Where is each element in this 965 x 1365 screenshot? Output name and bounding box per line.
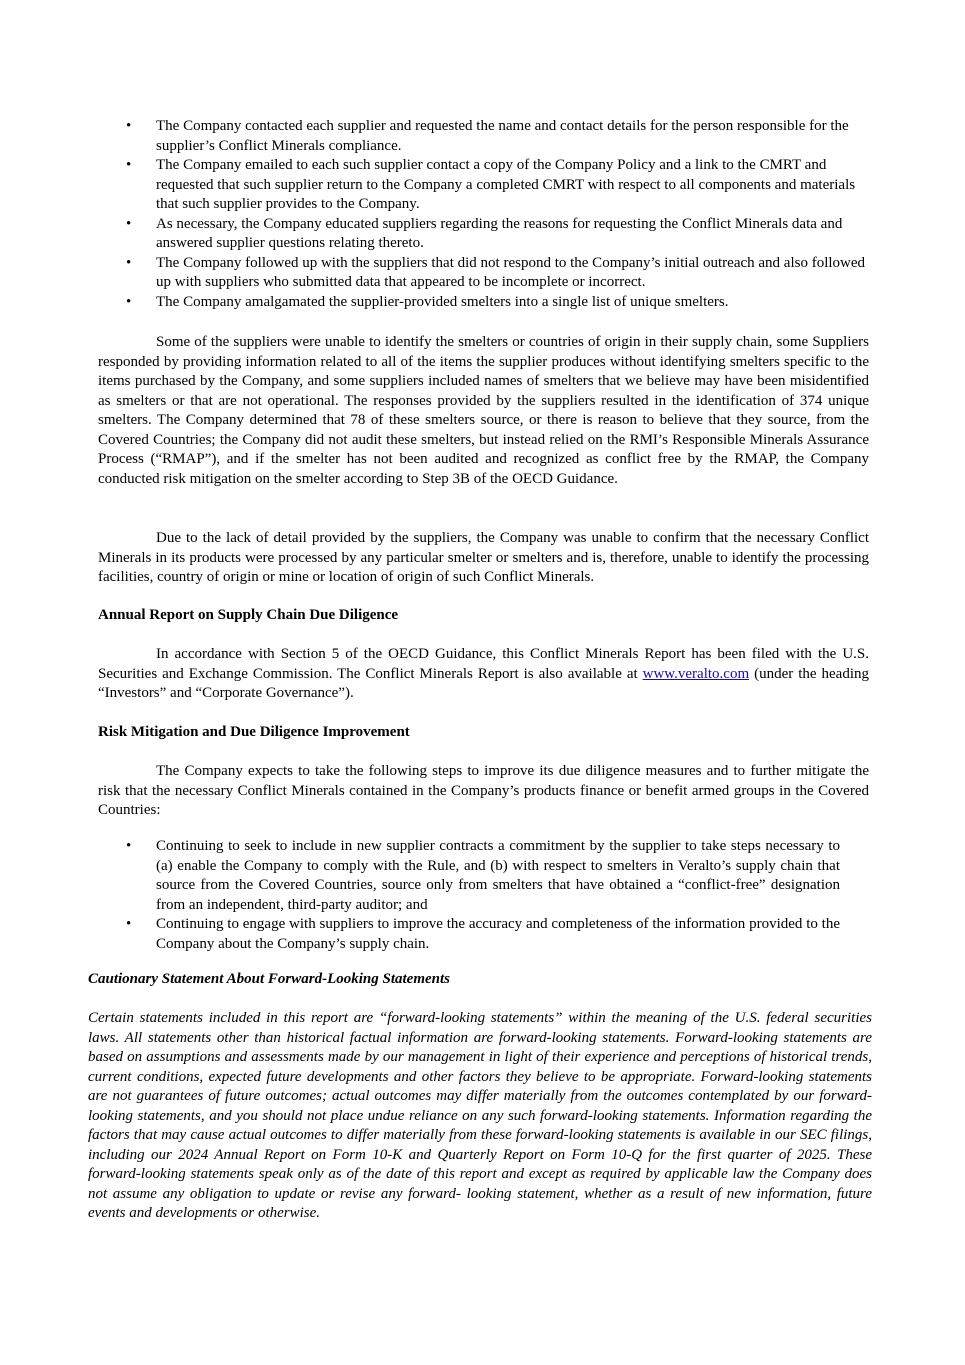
list-item [98, 215, 868, 254]
list-item-text: The Company followed up with the suppliers that did not respond to the Company’s initial outreach and also followed up with suppliers who submitted data that appeared to be incomplete or incorrect. [156, 254, 866, 290]
list-item-text: The Company amalgamated the supplier-provided smelters into a single list of unique smelters. [156, 293, 729, 310]
bullet-icon: • [126, 916, 132, 932]
list-item-text: As necessary, the Company educated suppliers regarding the reasons for requesting the Conflict Minerals data and answered supplier questions relating thereto. [156, 215, 843, 251]
list-item [98, 915, 840, 954]
bullet-icon: • [126, 118, 132, 134]
cautionary-statement-heading: Cautionary Statement About Forward-Looking Statements [88, 971, 451, 987]
risk-mitigation-paragraph [98, 762, 869, 821]
smelters-paragraph-text: Some of the suppliers were unable to identify the smelters or countries of origin in their supply chain, some Suppliers responded by providing information related to all of the items the supplier produces without identifying smelters specific to the items purchased by the Company, and some suppliers included names of smelters that we believe may have been misidentified as smelters or that are not operational. The responses provided by the suppliers resulted in the identification of 374 unique smelters. The Company determined that 78 of these smelters source, or there is reason to believe that they source, from the Covered Countries; the Company did not audit these smelters, but instead relied on the RMI’s Responsible Minerals Assurance Process (“RMAP”), and if the smelter has not been audited and recognized as conflict free by the RMAP, the Company conducted risk mitigation on the smelter according to Step 3B of the OECD Guidance. [98, 334, 869, 487]
risk-paragraph-text: The Company expects to take the following steps to improve its due diligence measures and to further mitigate the risk that the necessary Conflict Minerals contained in the Company’s products finance or benefit armed groups in the Covered Countries: [98, 763, 869, 818]
bullet-icon: • [126, 157, 132, 173]
bullet-icon: • [126, 293, 132, 310]
annual-report-paragraph [98, 645, 869, 704]
bullet-icon: • [126, 838, 132, 854]
list-item-text: The Company emailed to each such supplier contact a copy of the Company Policy and a link to the CMRT and requested that such supplier return to the Company a completed CMRT with respect to all components and materials that such supplier provides to the Company. [156, 157, 856, 212]
veralto-website-link[interactable]: www.veralto.com [642, 665, 750, 682]
list-item-text: Continuing to seek to include in new supplier contracts a commitment by the supplier to take steps necessary to (a) enable the Company to comply with the Rule, and (b) with respect to smelters in Veralto’s supply chain that source from the Covered Countries, source only from smelters that have obtained a “conflict-free” designation from an independent, third-party auditor; and [156, 838, 840, 913]
list-item [98, 117, 868, 156]
risk-mitigation-heading: Risk Mitigation and Due Diligence Improvement [98, 724, 410, 740]
list-item [98, 293, 868, 313]
supplier-outreach-list [98, 117, 868, 312]
detail-paragraph-text: Due to the lack of detail provided by the suppliers, the Company was unable to confirm that the necessary Conflict Minerals in its products were processed by any particular smelter or smelters and is, therefore, unable to identify the processing facilities, country of origin or mine or location of origin of such Conflict Minerals. [98, 530, 869, 585]
list-item-text: The Company contacted each supplier and requested the name and contact details for the person responsible for the supplier’s Conflict Minerals compliance. [156, 118, 849, 154]
list-item [98, 837, 840, 915]
detail-paragraph [98, 529, 869, 588]
bullet-icon: • [126, 215, 132, 232]
risk-steps-list [98, 837, 840, 954]
list-item-text: Continuing to engage with suppliers to improve the accuracy and completeness of the information provided to the Company about the Company’s supply chain. [156, 916, 840, 952]
annual-paragraph-text: In accordance with Section 5 of the OECD Guidance, this Conflict Minerals Report has been filed with the U.S. Securities and Exchange Commission. The Conflict Minerals Report is also available at [98, 646, 869, 682]
annual-paragraph-text-end: (under the heading “Investors” and “Corporate Governance”). [98, 665, 869, 701]
list-item [98, 156, 868, 215]
cautionary-statement-paragraph: Certain statements included in this report are “forward-looking statements” within the meaning of the U.S. federal securities laws. All statements other than historical factual information are forward-looking statements. Forward-looking statements are based on assumptions and assessments made by our management in light of their experience and perceptions of historical trends, current conditions, expected future developments and other factors they believe to be appropriate. Forward-looking statements are not guarantees of future outcomes; actual outcomes may differ materially from the outcomes contemplated by our forward-looking statements, and you should not place undue reliance on any such forward-looking statements. Information regarding the factors that may cause actual outcomes to differ materially from these forward-looking statements is available in our SEC filings, including our 2024 Annual Report on Form 10-K and Quarterly Report on Form 10-Q for the first quarter of 2025. These forward-looking statements speak only as of the date of this report and except as required by applicable law the Company does not assume any obligation to update or revise any forward- looking statement, whether as a result of new information, future events and developments or otherwise. [88, 1010, 872, 1221]
bullet-icon: • [126, 254, 132, 271]
list-item [98, 254, 868, 293]
annual-report-heading: Annual Report on Supply Chain Due Diligence [98, 607, 399, 623]
smelters-paragraph [98, 333, 869, 489]
